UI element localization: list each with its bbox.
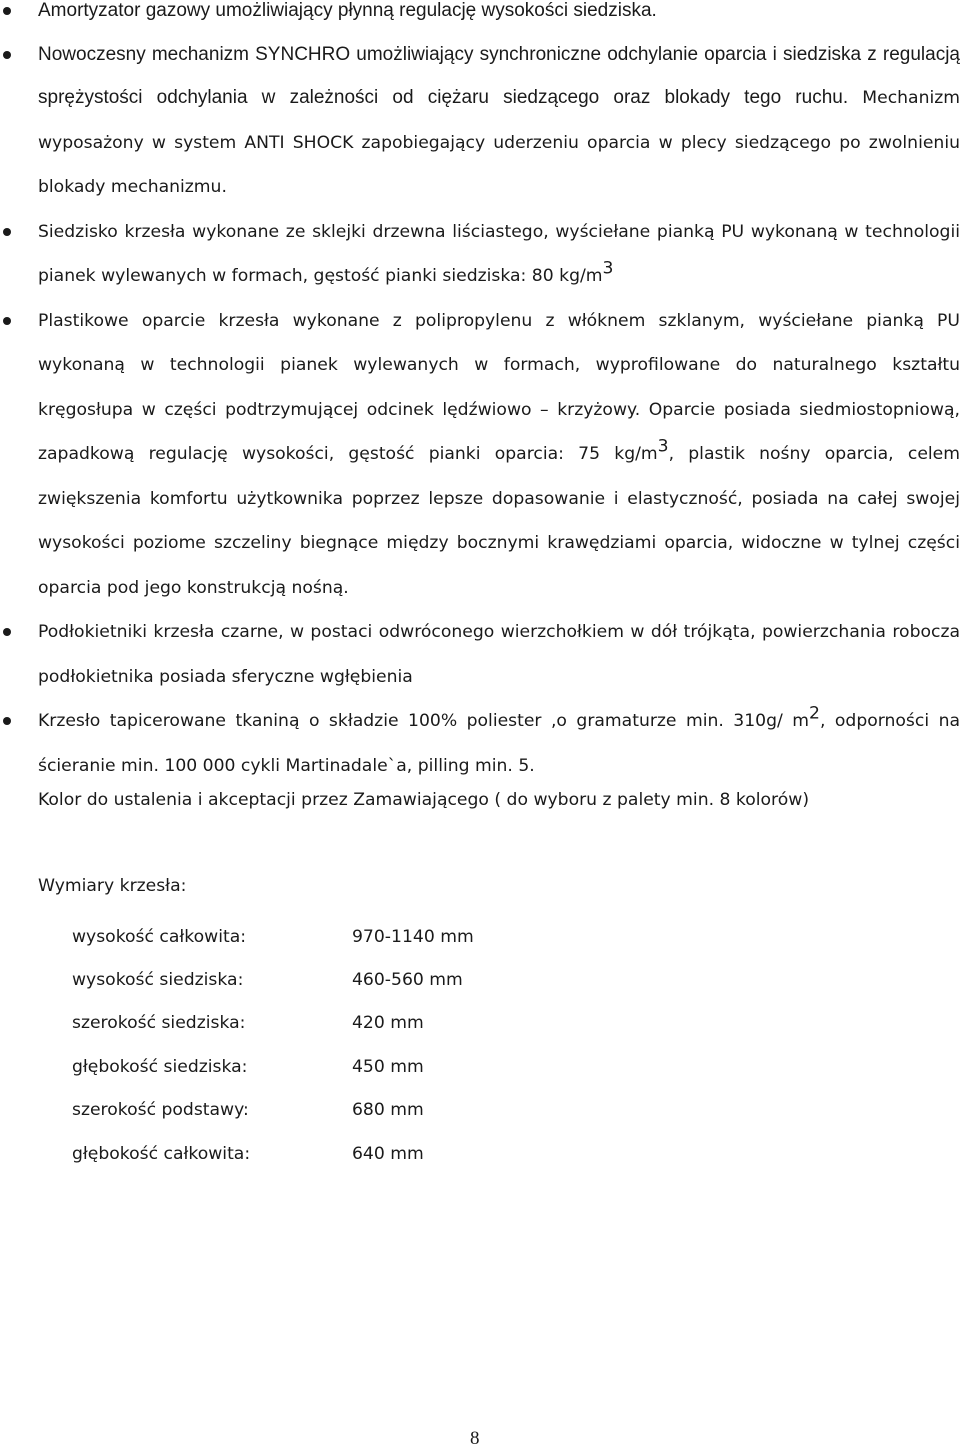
bullet-icon — [3, 7, 11, 15]
bullet-icon — [3, 228, 11, 236]
list-item — [0, 610, 960, 699]
superscript: 3 — [657, 436, 669, 457]
dimension-value: 450 mm — [352, 1056, 424, 1077]
dimension-label: szerokość podstawy: — [72, 1100, 249, 1121]
list-item — [0, 299, 960, 611]
bullet-icon — [3, 628, 11, 636]
dimension-label: wysokość siedziska: — [72, 970, 244, 991]
list-item-text: Krzesło tapicerowane tkaniną o składzie 100% poliester ,o gramaturze min. 310g/ m — [38, 711, 810, 731]
list-item-text: Mechanizm wyposażony w system ANTI SHOCK zapobiegający uderzeniu oparcia w plecy siedzącego po zwolnieniu blokady mechanizmu. — [38, 88, 960, 197]
dimension-label: szerokość siedziska: — [72, 1013, 246, 1034]
table-row — [72, 915, 474, 958]
dimension-value: 460-560 mm — [352, 970, 463, 991]
bullet-icon — [3, 317, 11, 325]
list-item-text: Nowoczesny mechanizm SYNCHRO umożliwiający synchroniczne odchylanie oparcia i siedziska z regulacją sprężystości odchylania w zależności od ciężaru siedzącego oraz blokady tego ruchu. — [38, 43, 960, 108]
dimension-label: głębokość siedziska: — [72, 1056, 248, 1077]
table-row — [72, 1089, 474, 1132]
list-item — [0, 210, 960, 299]
table-row — [72, 1045, 474, 1088]
dimension-label: głębokość całkowita: — [72, 1143, 251, 1164]
bullet-icon — [3, 51, 11, 59]
table-row — [72, 958, 474, 1001]
list-item-text: Siedzisko krzesła wykonane ze sklejki drzewna liściastego, wyściełane pianką PU wykonaną w technologii pianek wylewanych w formach, gęstość pianki siedziska: 80 kg/m — [38, 221, 960, 286]
table-row — [72, 1132, 474, 1175]
list-item — [0, 33, 960, 210]
dimension-value: 680 mm — [352, 1100, 424, 1121]
list-item — [0, 699, 960, 788]
bullet-icon — [3, 717, 11, 725]
list-item-text: Podłokietniki krzesła czarne, w postaci odwróconego wierzchołkiem w dół trójkąta, powierzchania robocza podłokietnika posiada sferyczne wgłębienia — [38, 622, 960, 687]
dimensions-table — [72, 915, 474, 1175]
dimension-value: 640 mm — [352, 1143, 424, 1164]
dimension-value: 970-1140 mm — [352, 926, 474, 947]
list-item-text: Amortyzator gazowy umożliwiający płynną regulację wysokości siedziska. — [38, 0, 657, 21]
page-number: 8 — [470, 1428, 480, 1449]
list-item-text: , odporności na ścieranie min. 100 000 cykli Martinadale`a, pilling min. 5. — [38, 711, 960, 776]
list-item — [0, 0, 960, 33]
color-note: Kolor do ustalenia i akceptacji przez Zamawiającego ( do wyboru z palety min. 8 kolorów) — [38, 790, 810, 810]
table-row — [72, 1002, 474, 1045]
list-item-text: , plastik nośny oparcia, celem zwiększenia komfortu użytkownika poprzez lepsze dopasowanie i elastyczność, posiada na całej swojej wysokości poziome szczeliny biegnące między bocznymi krawędziami oparcia, widoczne w tylnej części oparcia pod jego konstrukcją nośną. — [38, 444, 960, 598]
list-item-text: Plastikowe oparcie krzesła wykonane z polipropylenu z włóknem szklanym, wyściełane pianką PU wykonaną w technologii pianek wylewanych w formach, wyprofilowane do naturalnego kształtu kręgosłupa w części podtrzymującej odcinek lędźwiowo – krzyżowy. Oparcie posiada siedmiostopniową, zapadkową regulację wysokości, gęstość pianki oparcia: 75 kg/m — [38, 310, 960, 464]
dimension-label: wysokość całkowita: — [72, 926, 247, 947]
dimensions-title: Wymiary krzesła: — [38, 876, 187, 896]
superscript: 3 — [602, 258, 614, 279]
dimension-value: 420 mm — [352, 1013, 424, 1034]
superscript: 2 — [809, 703, 820, 724]
